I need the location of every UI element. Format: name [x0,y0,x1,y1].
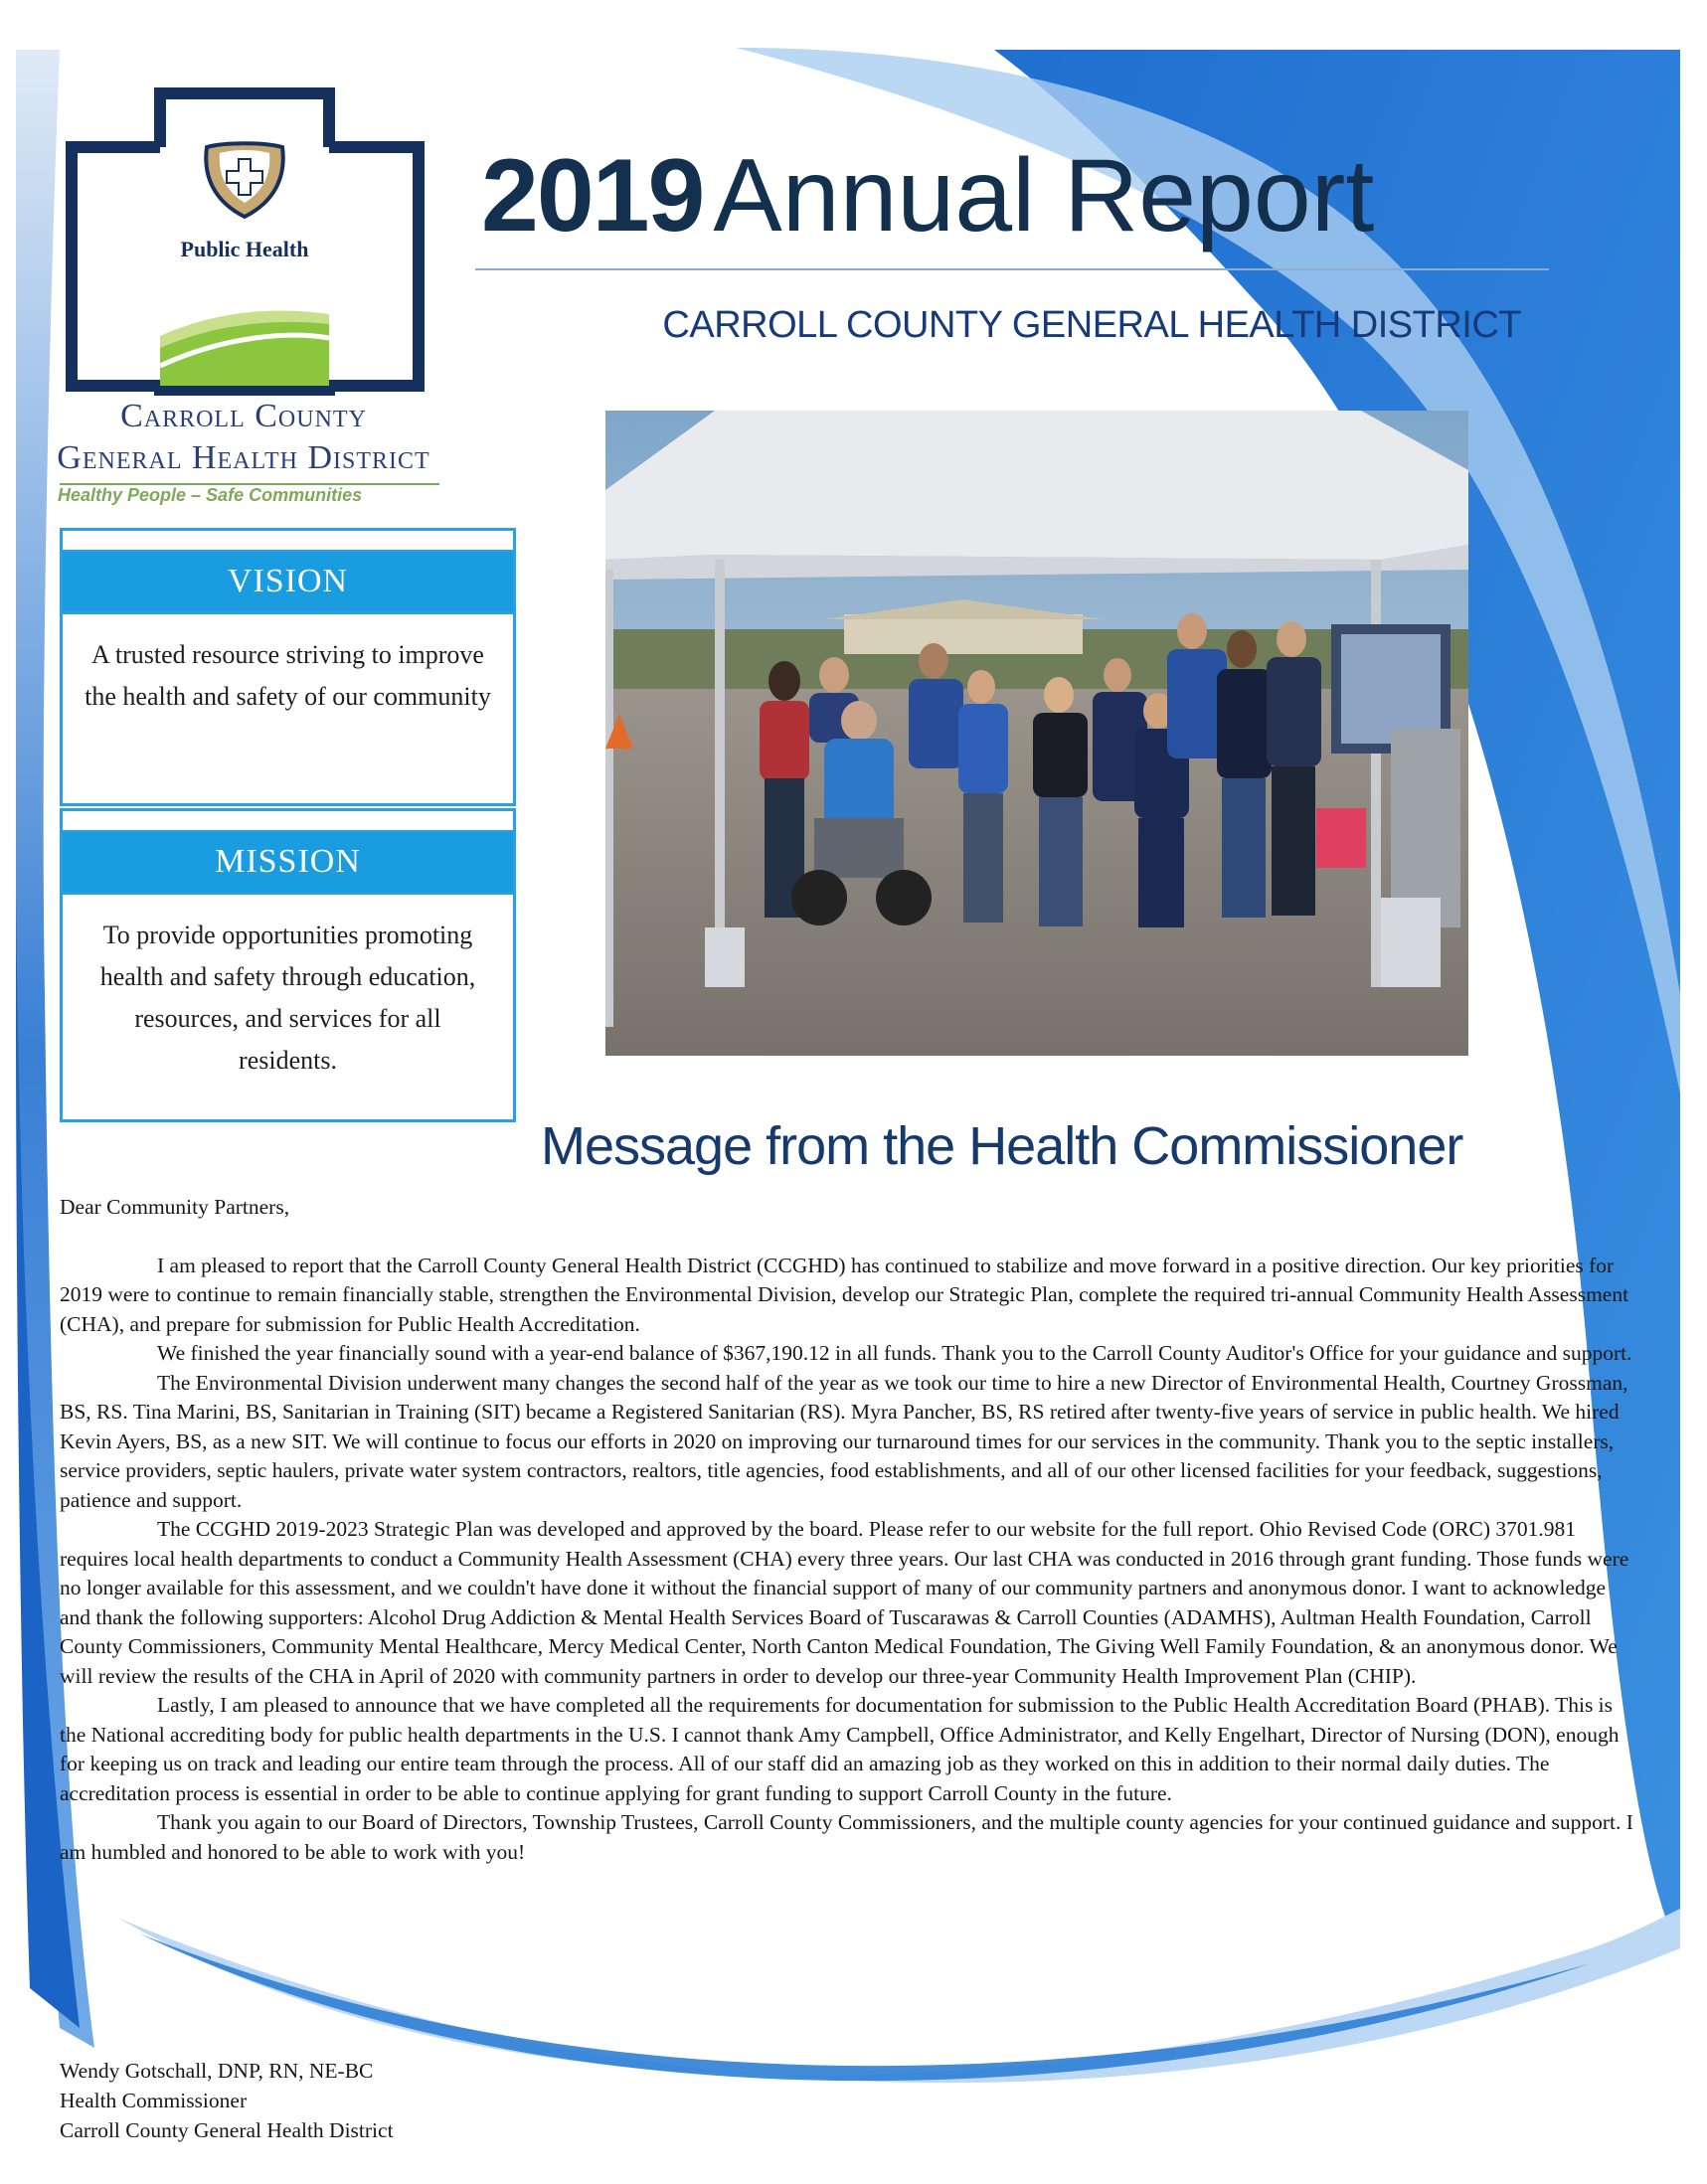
message-heading: Message from the Health Commissioner [541,1116,1463,1176]
title-divider [475,268,1549,270]
public-health-logo [66,87,428,396]
letter-paragraph: Lastly, I am pleased to announce that we have completed all the requirements for documentation for submission to the Public Health Accreditation Board (PHAB). This is the National accrediting body for public health departments in the U.S. I cannot thank Amy Campbell, Office Administrator, and Kelly Engelhart, Director of Nursing (DON), enough for keeping us on track and leading our entire team through the process. All of our staff did an amazing job as they worked on this in addition to their normal daily duties. The accreditation process is essential in order to be able to continue applying for grant funding to support Carroll County in the future. [60,1693,1620,1805]
report-year: 2019 [481,138,704,253]
vision-top-strip [63,531,513,552]
mission-heading: MISSION [63,832,513,892]
mission-text: To provide opportunities promoting health and safety through education, resources, and services for all residents. [63,892,513,1082]
letter-paragraph: We finished the year financially sound with a year-end balance of $367,190.12 in all funds. Thank you to the Carroll County Auditor's Office for your guidance and support. [157,1341,1632,1365]
vision-panel [60,528,516,806]
letter-salutation: Dear Community Partners, [60,1195,290,1219]
vision-heading: VISION [63,552,513,611]
logo-org-line1: Carroll County [120,398,367,434]
signature-title: Health Commissioner [60,2089,248,2112]
report-title [481,137,1374,256]
letter-signature [60,2056,394,2145]
logo-tagline: Healthy People – Safe Communities [58,485,363,505]
letter-paragraph: The Environmental Division underwent many changes the second half of the year as we took our time to hire a new Director of Environmental Health, Courtney Grossman, BS, RS. Tina Marini, BS, Sanitarian in Training (SIT) became a Registered Sanitarian (RS). Myra Pancher, BS, RS retired after twenty-five years of service in public health. We hired Kevin Ayers, BS, as a new SIT. We will continue to focus our efforts in 2020 on improving our turnaround times for our services in the community. Thank you to the septic installers, service providers, septic haulers, private water system contractors, realtors, title agencies, food establishments, and all of our other licensed facilities for your feedback, suggestions, patience and support. [60,1370,1628,1512]
logo-org-line2: General Health District [57,439,430,476]
signature-organization: Carroll County General Health District [60,2118,394,2142]
organization-heading: CARROLL COUNTY GENERAL HEALTH DISTRICT [662,304,1521,346]
letter-paragraph: The CCGHD 2019-2023 Strategic Plan was developed and approved by the board. Please refer to our website for the full report. Ohio Revised Code (ORC) 3701.981 requires local health departments to conduct a Community Health Assessment (CHA) every three years. Our last CHA was conducted in 2016 through grant funding. Those funds were no longer available for this assessment, and we couldn't have done it without the financial support of many of our community partners and anonymous donor. I want to acknowledge and thank the following supporters: Alcohol Drug Addiction & Mental Health Services Board of Tuscarawas & Carroll Counties (ADAMHS), Aultman Health Foundation, Carroll County Commissioners, Community Mental Healthcare, Mercy Medical Center, North Canton Medical Foundation, The Giving Well Family Foundation, & an anonymous donor. We will review the results of the CHA in April of 2020 with community partners in order to develop our three-year Community Health Improvement Plan (CHIP). [60,1517,1629,1688]
svg-text:Public Health: Public Health [180,237,309,261]
staff-group-photo [605,411,1468,1056]
report-title-text: Annual Report [713,138,1375,253]
mission-panel [60,808,516,1122]
letter-paragraph: Thank you again to our Board of Directors, Township Trustees, Carroll County Commissioners, and the multiple county agencies for your continued guidance and support. I am humbled and honored to be able to work with you! [60,1810,1633,1864]
signature-name: Wendy Gotschall, DNP, RN, NE-BC [60,2059,374,2083]
letter-paragraph: I am pleased to report that the Carroll County General Health District (CCGHD) has continued to stabilize and move forward in a positive direction. Our key priorities for 2019 were to continue to remain financially stable, strengthen the Environmental Division, develop our Strategic Plan, complete the required tri-annual Community Health Assessment (CHA), and prepare for submission for Public Health Accreditation. [60,1253,1629,1336]
commissioner-letter [60,1193,1635,1867]
vision-text: A trusted resource striving to improve the health and safety of our community [63,611,513,780]
mission-top-strip [63,811,513,832]
